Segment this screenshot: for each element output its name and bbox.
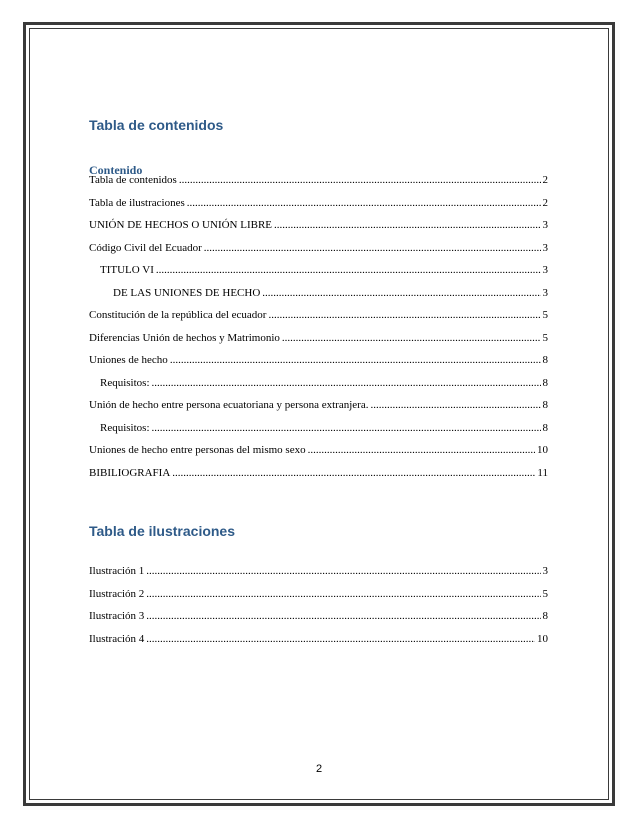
entry-title: Ilustración 2 — [89, 587, 145, 600]
entry-title: Tabla de ilustraciones — [89, 196, 185, 209]
dot-leader — [370, 399, 540, 412]
entry-title: BIBILIOGRAFIA — [89, 466, 171, 479]
toc-entry[interactable] — [89, 197, 548, 220]
entry-title: DE LAS UNIONES DE HECHO — [113, 286, 261, 299]
dot-leader — [152, 377, 541, 390]
entry-page-number: 10 — [537, 444, 548, 456]
dot-leader — [268, 309, 540, 322]
entry-title: Tabla de contenidos — [89, 174, 177, 186]
entry-page-number: 8 — [542, 399, 548, 411]
entry-title: Unión de hecho entre persona ecuatoriana y persona extranjera. — [89, 399, 369, 411]
dot-leader — [262, 287, 540, 300]
dot-leader — [172, 467, 535, 480]
page-number: 2 — [315, 763, 323, 775]
dot-leader — [146, 610, 540, 623]
toc-entry[interactable] — [89, 264, 548, 287]
illustrations-heading: Tabla de ilustraciones — [89, 523, 236, 539]
entry-page-number: 5 — [542, 331, 548, 344]
entry-page-number: 3 — [542, 286, 548, 299]
dot-leader — [274, 219, 540, 232]
illustration-entry[interactable] — [89, 588, 548, 611]
entry-page-number: 3 — [542, 241, 548, 254]
entry-title: UNIÓN DE HECHOS O UNIÓN LIBRE — [89, 219, 273, 231]
toc-heading: Tabla de contenidos — [89, 117, 224, 133]
entry-page-number: 5 — [542, 309, 548, 321]
entry-title: Código Civil del Ecuador — [89, 241, 202, 254]
toc-entry[interactable] — [89, 309, 548, 332]
entry-title: Requisitos: — [100, 376, 150, 389]
dot-leader — [308, 444, 535, 457]
entry-title: Diferencias Unión de hechos y Matrimonio — [89, 331, 280, 344]
entry-title: Ilustración 1 — [89, 565, 145, 577]
toc-entry[interactable] — [89, 219, 548, 242]
entry-title: Ilustración 3 — [89, 610, 145, 622]
entry-page-number: 11 — [537, 466, 548, 479]
entry-title: Ilustración 4 — [89, 632, 145, 645]
dot-leader — [146, 588, 540, 601]
entry-page-number: 8 — [542, 376, 548, 389]
entry-page-number: 8 — [542, 421, 548, 434]
entry-page-number: 3 — [542, 565, 548, 577]
entry-title: Uniones de hecho — [89, 354, 168, 366]
toc-entry[interactable] — [89, 354, 548, 377]
illustration-entry[interactable] — [89, 633, 548, 656]
toc-entry[interactable] — [89, 377, 548, 400]
dot-leader — [152, 422, 541, 435]
dot-leader — [146, 565, 540, 578]
dot-leader — [156, 264, 541, 277]
toc-entry[interactable] — [89, 422, 548, 445]
entry-title: Requisitos: — [100, 421, 150, 434]
toc-subheading: Contenido — [89, 163, 143, 177]
entry-title: Uniones de hecho entre personas del mismo sexo — [89, 444, 306, 456]
entry-page-number: 2 — [542, 196, 548, 209]
toc-entry[interactable] — [89, 467, 548, 490]
entry-page-number: 8 — [542, 354, 548, 366]
dot-leader — [170, 354, 541, 367]
entry-title: TITULO VI — [100, 264, 154, 276]
toc-entry[interactable] — [89, 399, 548, 422]
dot-leader — [146, 633, 535, 646]
dot-leader — [282, 332, 541, 345]
entry-page-number: 2 — [542, 174, 548, 186]
toc-list — [89, 174, 548, 489]
toc-entry[interactable] — [89, 287, 548, 310]
toc-entry[interactable] — [89, 444, 548, 467]
illustration-entry[interactable] — [89, 565, 548, 588]
toc-entry[interactable] — [89, 174, 548, 197]
toc-entry[interactable] — [89, 242, 548, 265]
dot-leader — [187, 197, 541, 210]
entry-title: Constitución de la república del ecuador — [89, 309, 267, 321]
toc-entry[interactable] — [89, 332, 548, 355]
dot-leader — [204, 242, 541, 255]
entry-page-number: 3 — [542, 219, 548, 231]
entry-page-number: 5 — [542, 587, 548, 600]
illustrations-list — [89, 565, 548, 655]
dot-leader — [179, 174, 541, 187]
entry-page-number: 8 — [542, 610, 548, 622]
entry-page-number: 10 — [537, 632, 548, 645]
entry-page-number: 3 — [542, 264, 548, 276]
illustration-entry[interactable] — [89, 610, 548, 633]
